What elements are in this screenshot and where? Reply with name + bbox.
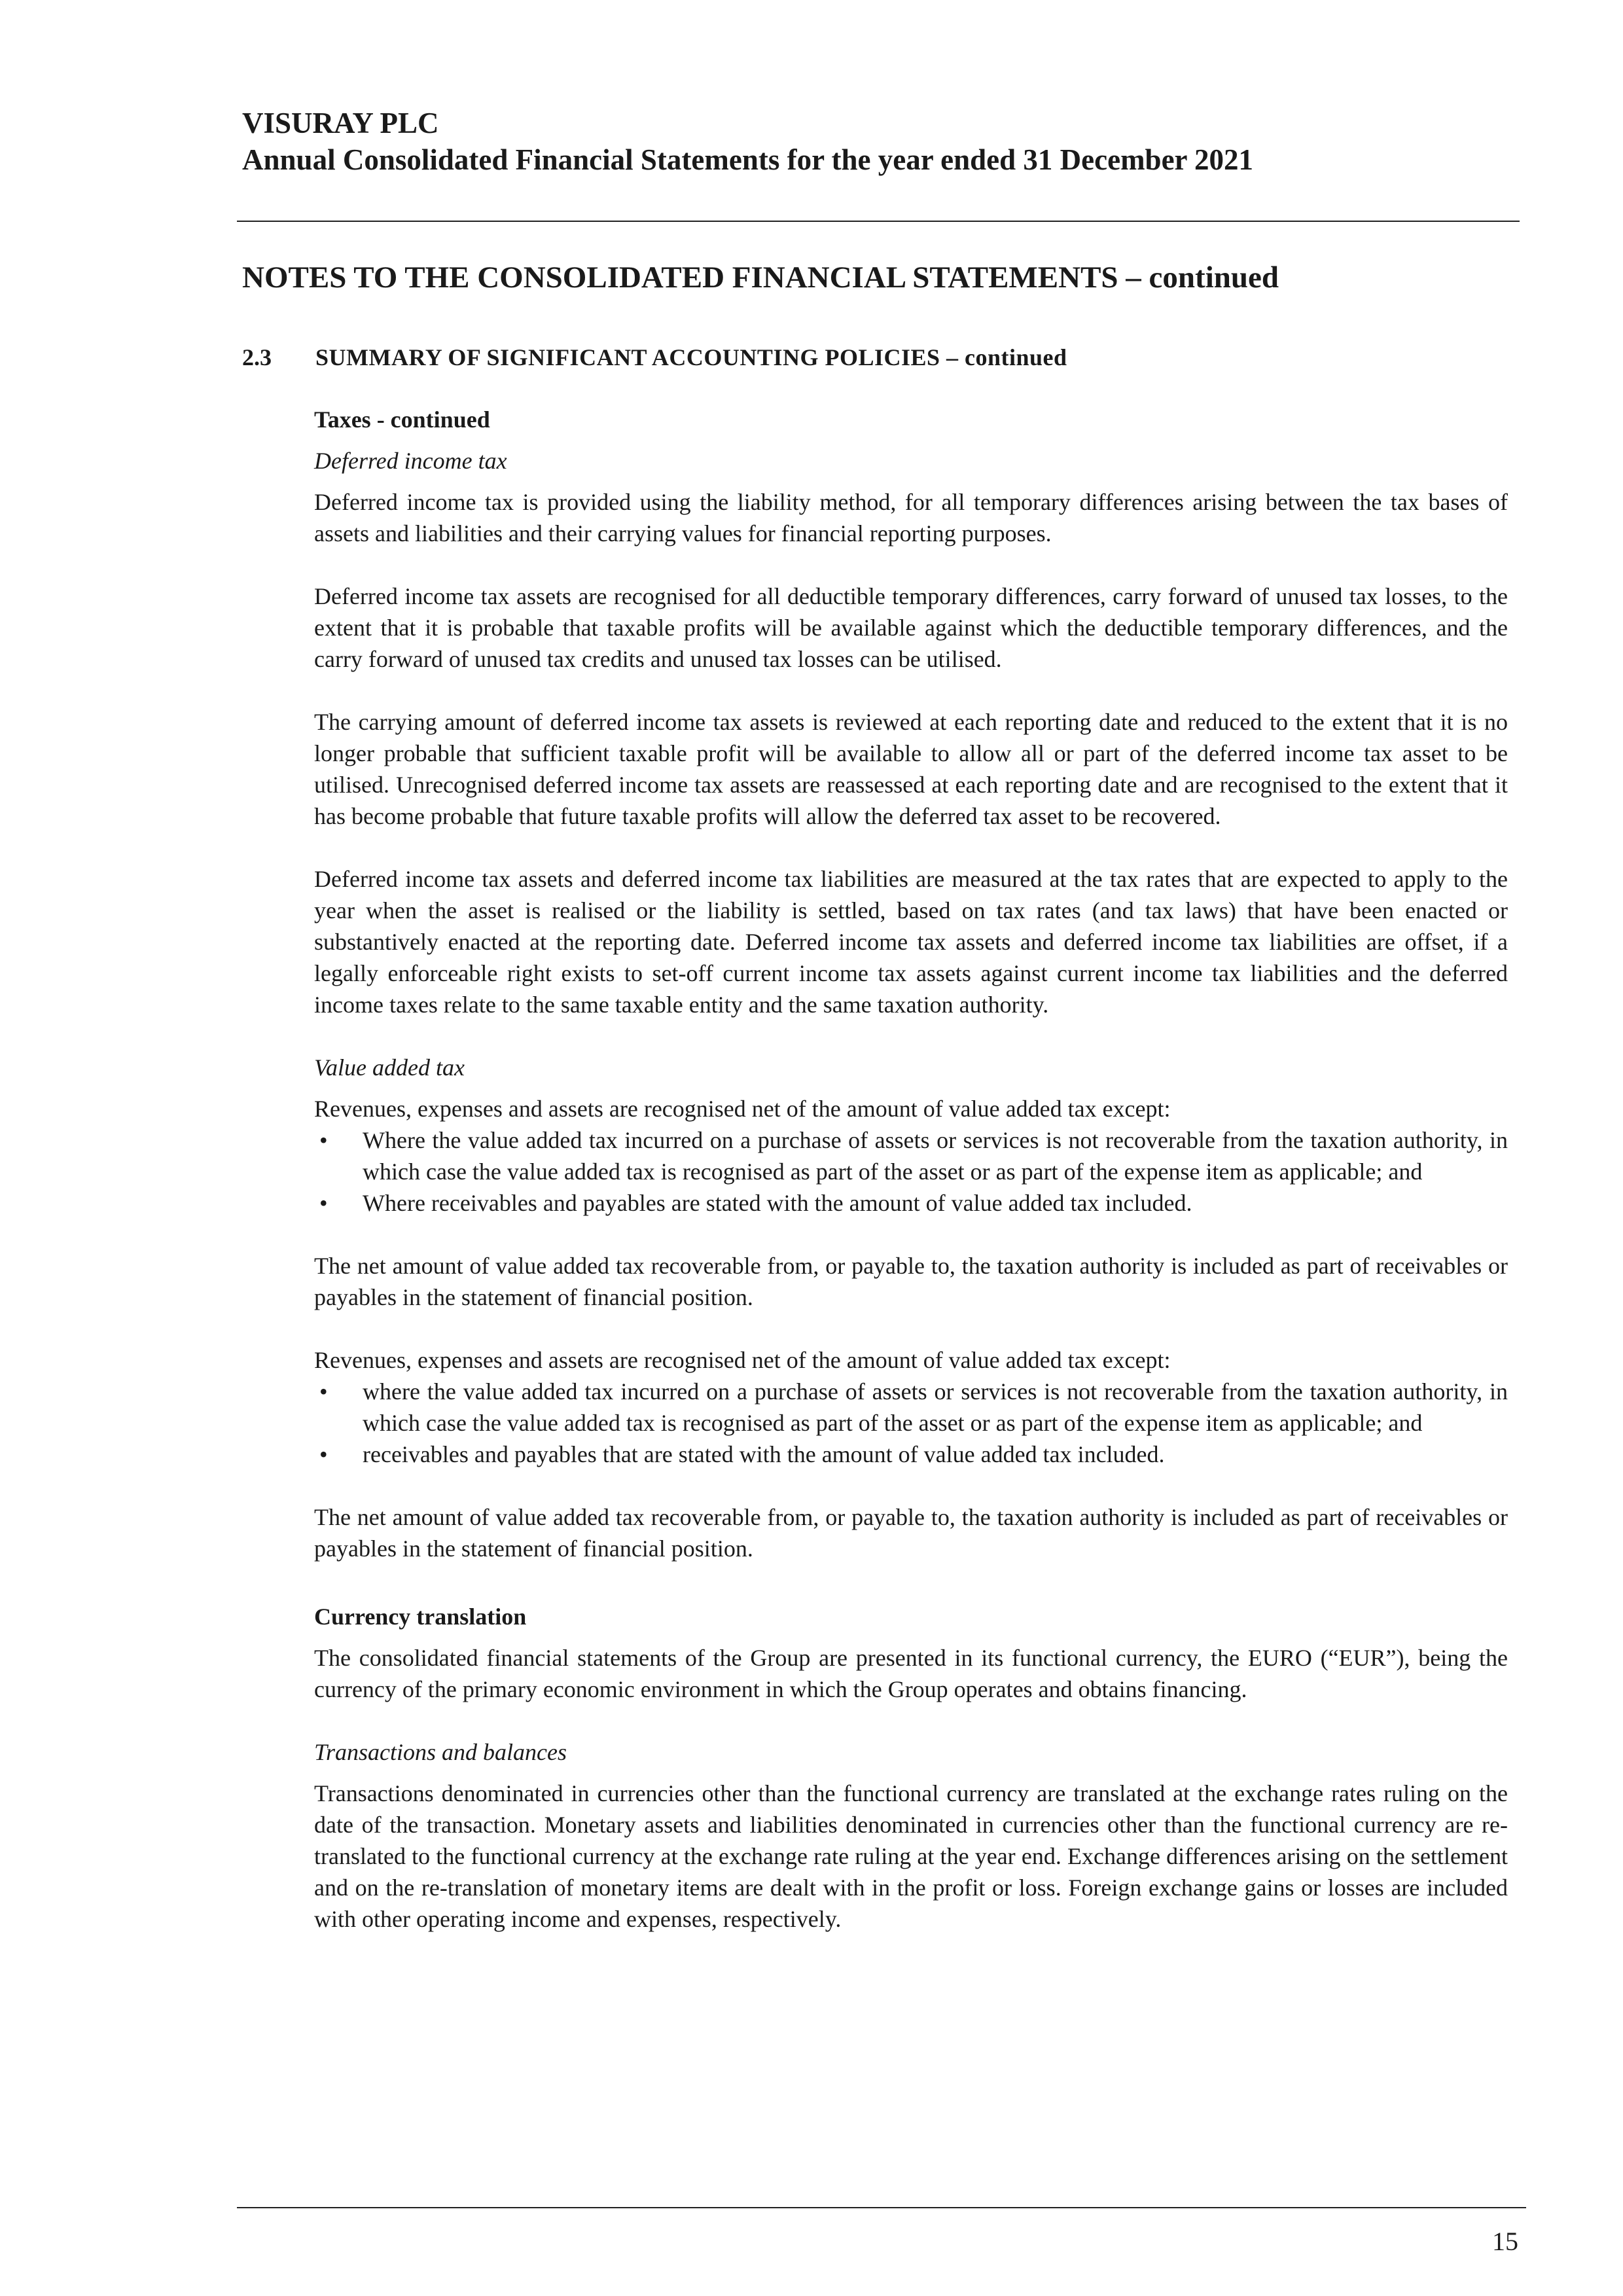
list-item: [314, 1124, 1508, 1187]
page-number: 15: [1492, 2227, 1518, 2256]
vat-net-paragraph: The net amount of value added tax recoverable from, or payable to, the taxation authority is included as part of receivables or payables in the statement of financial position.: [314, 1504, 1508, 1562]
footer-divider: [237, 2207, 1526, 2208]
deferred-tax-paragraph: Deferred income tax assets and deferred income tax liabilities are measured at the tax rates that are expected to apply to the year when the asset is realised or the liability is settled, based on tax rates (and tax laws) that have been enacted or substantively enacted at the reporting date. Deferred income tax assets and deferred income tax liabilities are offset, if a legally enforceable right exists to set-off current income tax assets against current income tax liabilities and the deferred income taxes relate to the same taxable entity and the same taxation authority.: [314, 866, 1508, 1018]
report-subtitle: Annual Consolidated Financial Statements for the year ended 31 December 2021: [242, 143, 1253, 176]
currency-paragraph: The consolidated financial statements of the Group are presented in its functional currency, the EURO (“EUR”), being the currency of the primary economic environment in which the Group operates and obtains financing.: [314, 1645, 1508, 1702]
bullet-icon: •: [319, 1127, 328, 1153]
section-title: SUMMARY OF SIGNIFICANT ACCOUNTING POLICIES – continued: [315, 344, 1067, 370]
list-item: [314, 1187, 1508, 1219]
vat-exceptions-list: [314, 1376, 1508, 1470]
list-item: [314, 1439, 1508, 1470]
list-item: [314, 1376, 1508, 1439]
list-item-text: Where receivables and payables are stated with the amount of value added tax included.: [363, 1190, 1192, 1216]
vat-exceptions-list: [314, 1124, 1508, 1219]
vat-net-paragraph: The net amount of value added tax recoverable from, or payable to, the taxation authority is included as part of receivables or payables in the statement of financial position.: [314, 1253, 1508, 1310]
transactions-paragraph: Transactions denominated in currencies other than the functional currency are translated at the exchange rates ruling on the date of the transaction. Monetary assets and liabilities denominated in currencies other than the functional currency are re-translated to the functional currency at the exchange rate ruling at the year end. Exchange differences arising on the settlement and on the re-translation of monetary items are dealt with in the profit or loss. Foreign exchange gains or losses are included with other operating income and expenses, respectively.: [314, 1780, 1508, 1932]
list-item-text: Where the value added tax incurred on a purchase of assets or services is not recoverable from the taxation authority, in which case the value added tax is recognised as part of the asset or as part of the expense item as applicable; and: [363, 1127, 1508, 1185]
section-number: 2.3: [242, 344, 272, 370]
bullet-icon: •: [319, 1441, 328, 1467]
vat-intro: Revenues, expenses and assets are recognised net of the amount of value added tax except:: [314, 1096, 1171, 1122]
list-item-text: receivables and payables that are stated with the amount of value added tax included.: [363, 1441, 1165, 1467]
list-item-text: where the value added tax incurred on a purchase of assets or services is not recoverable from the taxation authority, in which case the value added tax is recognised as part of the asset or as part of the expense item as applicable; and: [363, 1378, 1508, 1436]
taxes-heading: Taxes - continued: [314, 406, 490, 433]
notes-body: [314, 404, 1508, 1935]
currency-heading: Currency translation: [314, 1604, 527, 1630]
vat-intro: Revenues, expenses and assets are recognised net of the amount of value added tax except:: [314, 1347, 1171, 1373]
bullet-icon: •: [319, 1190, 328, 1216]
deferred-tax-heading: Deferred income tax: [314, 448, 507, 474]
deferred-tax-paragraph: The carrying amount of deferred income tax assets is reviewed at each reporting date and reduced to the extent that it is no longer probable that sufficient taxable profit will be available to allow all or part of the deferred income tax asset to be utilised. Unrecognised deferred income tax assets are reassessed at each reporting date and are recognised to the extent that it has become probable that future taxable profits will allow the deferred tax asset to be recovered.: [314, 709, 1508, 829]
notes-title: NOTES TO THE CONSOLIDATED FINANCIAL STATEMENTS – continued: [242, 260, 1279, 295]
vat-heading: Value added tax: [314, 1054, 465, 1081]
company-name: VISURAY PLC: [242, 107, 439, 139]
header-divider: [237, 221, 1520, 222]
deferred-tax-paragraph: Deferred income tax is provided using the liability method, for all temporary differences arising between the tax bases of assets and liabilities and their carrying values for financial reporting purposes.: [314, 489, 1508, 547]
transactions-heading: Transactions and balances: [314, 1739, 567, 1765]
deferred-tax-paragraph: Deferred income tax assets are recognised for all deductible temporary differences, carry forward of unused tax losses, to the extent that it is probable that taxable profits will be available against which the deductible temporary differences, and the carry forward of unused tax credits and unused tax losses can be utilised.: [314, 583, 1508, 672]
bullet-icon: •: [319, 1378, 328, 1405]
